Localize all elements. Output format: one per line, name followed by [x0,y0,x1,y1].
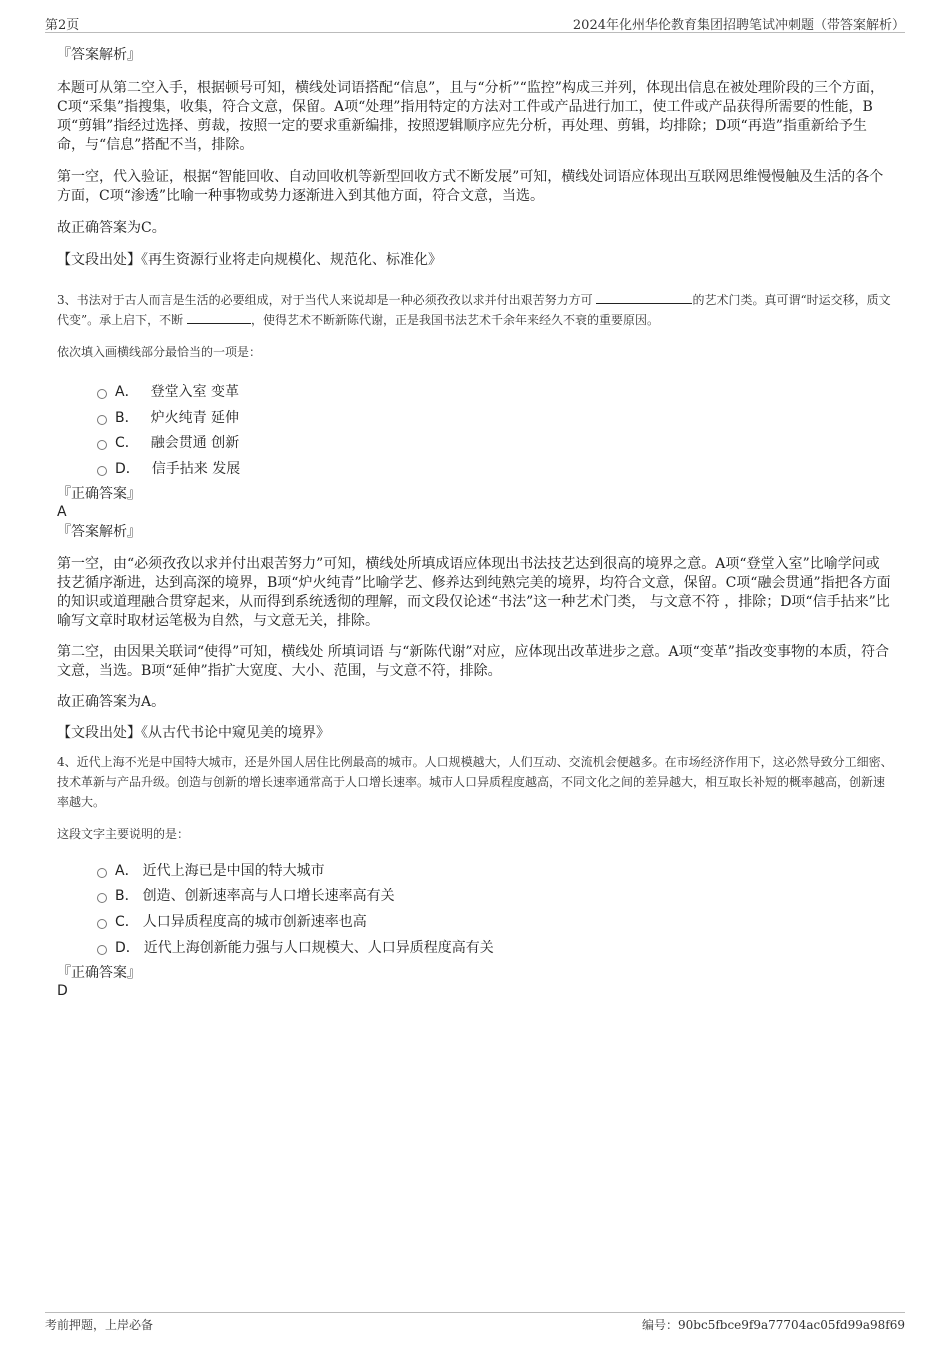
q4-option-a[interactable]: A． 近代上海已是中国的特大城市 [57,859,893,885]
q4-option-d[interactable]: D． 近代上海创新能力强与人口规模大、人口异质程度高有关 [57,936,893,962]
page-footer [45,1312,905,1335]
q3-option-c[interactable]: C． 融会贯通 创新 [57,431,893,457]
radio-icon[interactable] [97,389,107,399]
radio-icon[interactable] [97,440,107,450]
q3-answer: A [57,503,67,520]
q3-analysis-para1: 第一空，由“必须孜孜以求并付出艰苦努力”可知，横线处所填成语应体现出书法技艺达到很高的境界之意。A项“登堂入室”比喻学问或技艺循序渐进，达到高深的境界，B项“炉火纯青”比喻学艺、修养达到纯熟完美的境界，均符合文意，保留。C项“融会贯通”指把各方面的知识或道理融合贯穿起来，从而得到系统透彻的理解，而文段仅论述“书法”这一种艺术门类， 与文意不符 ，排除；D项“信手拈来”比喻写文章时取材运笔极为自然，与文意无关，排除。 [57,555,891,629]
q3-stem: 3、书法对于古人而言是生活的必要组成，对于当代人来说却是一种必须孜孜以求并付出艰苦努力方可 的艺术门类。真可谓“时运交移，质文代变”。承上启下，不断 ，使得艺术不断新陈代谢，正是我国书法艺术千余年来经久不衰的重要原因。 [57,293,891,327]
q4-answer-label: 『正确答案』 [57,964,141,981]
radio-icon[interactable] [97,893,107,903]
radio-icon[interactable] [97,945,107,955]
q3-analysis-label: 『答案解析』 [57,523,141,540]
q2-source: 【文段出处】《再生资源行业将走向规模化、规范化、标准化》 [57,252,442,268]
q4-option-b[interactable]: B． 创造、创新速率高与人口增长速率高有关 [57,884,893,910]
radio-icon[interactable] [97,466,107,476]
page-header [45,12,905,33]
q3-option-a[interactable]: A． 登堂入室 变革 [57,380,893,406]
q4-prompt: 这段文字主要说明的是： [57,826,190,841]
q3-source: 【文段出处】《从古代书论中窥见美的境界》 [57,724,330,741]
q3-blank-2 [187,311,251,324]
page-content [57,46,893,1000]
q3-options [57,380,893,483]
q3-option-d[interactable]: D． 信手拈来 发展 [57,457,893,483]
q4-answer: D [57,982,68,999]
q2-analysis-para1: 本题可从第二空入手，根据顿号可知，横线处词语搭配“信息”，且与“分析”“监控”构成三并列，体现出信息在被处理阶段的三个方面，C项“采集”指搜集，收集，符合文意，保留。A项“处理”指用特定的方法对工件或产品进行加工，使工件或产品获得所需要的性能，B项“剪辑”指经过选择、剪裁，按照一定的要求重新编排，按照逻辑顺序应先分析，再处理、剪辑，均排除；D项“再造”指重新给予生命，与“信息”搭配不当，排除。 [57,80,884,153]
q3-analysis-para2: 第二空，由因果关联词“使得”可知，横线处 所填词语 与“新陈代谢”对应，应体现出改革进步之意。A项“变革”指改变事物的本质，符合文意，当选。B项“延伸”指扩大宽度、大小、范围，与文意不符，排除。 [57,643,889,679]
radio-icon[interactable] [97,919,107,929]
q4-options [57,859,893,962]
q2-analysis-label: 『答案解析』 [57,47,141,63]
page-number: 第2页 [45,18,80,33]
q3-answer-label: 『正确答案』 [57,485,141,502]
q4-option-c[interactable]: C． 人口异质程度高的城市创新速率也高 [57,910,893,936]
q2-conclusion: 故正确答案为C。 [57,220,166,236]
document-title: 2024年化州华伦教育集团招聘笔试冲刺题（带答案解析） [572,18,905,33]
q3-option-b[interactable]: B． 炉火纯青 延伸 [57,406,893,432]
q3-blank-1 [596,291,692,304]
q2-analysis-para2: 第一空，代入验证，根据“智能回收、自动回收机等新型回收方式不断发展”可知，横线处词语应体现出互联网思维慢慢触及生活的各个方面，C项“渗透”比喻一种事物或势力逐渐进入到其他方面，符合文意，当选。 [57,169,884,204]
radio-icon[interactable] [97,415,107,425]
document-code: 编号：90bc5fbce9f9a77704ac05fd99a98f69 [642,1318,905,1332]
q3-conclusion: 故正确答案为A。 [57,693,166,710]
q4-stem: 4、近代上海不光是中国特大城市，还是外国人居住比例最高的城市。人口规模越大，人们互动、交流机会便越多。在市场经济作用下，这必然导致分工细密、技术革新与产品升级。创造与创新的增长速率通常高于人口增长速率。城市人口异质程度越高，不同文化之间的差异越大，相互取长补短的概率越高，创新速率越大。 [57,754,893,809]
radio-icon[interactable] [97,868,107,878]
q3-prompt: 依次填入画横线部分最恰当的一项是： [57,345,262,359]
footer-slogan: 考前押题，上岸必备 [45,1318,154,1332]
